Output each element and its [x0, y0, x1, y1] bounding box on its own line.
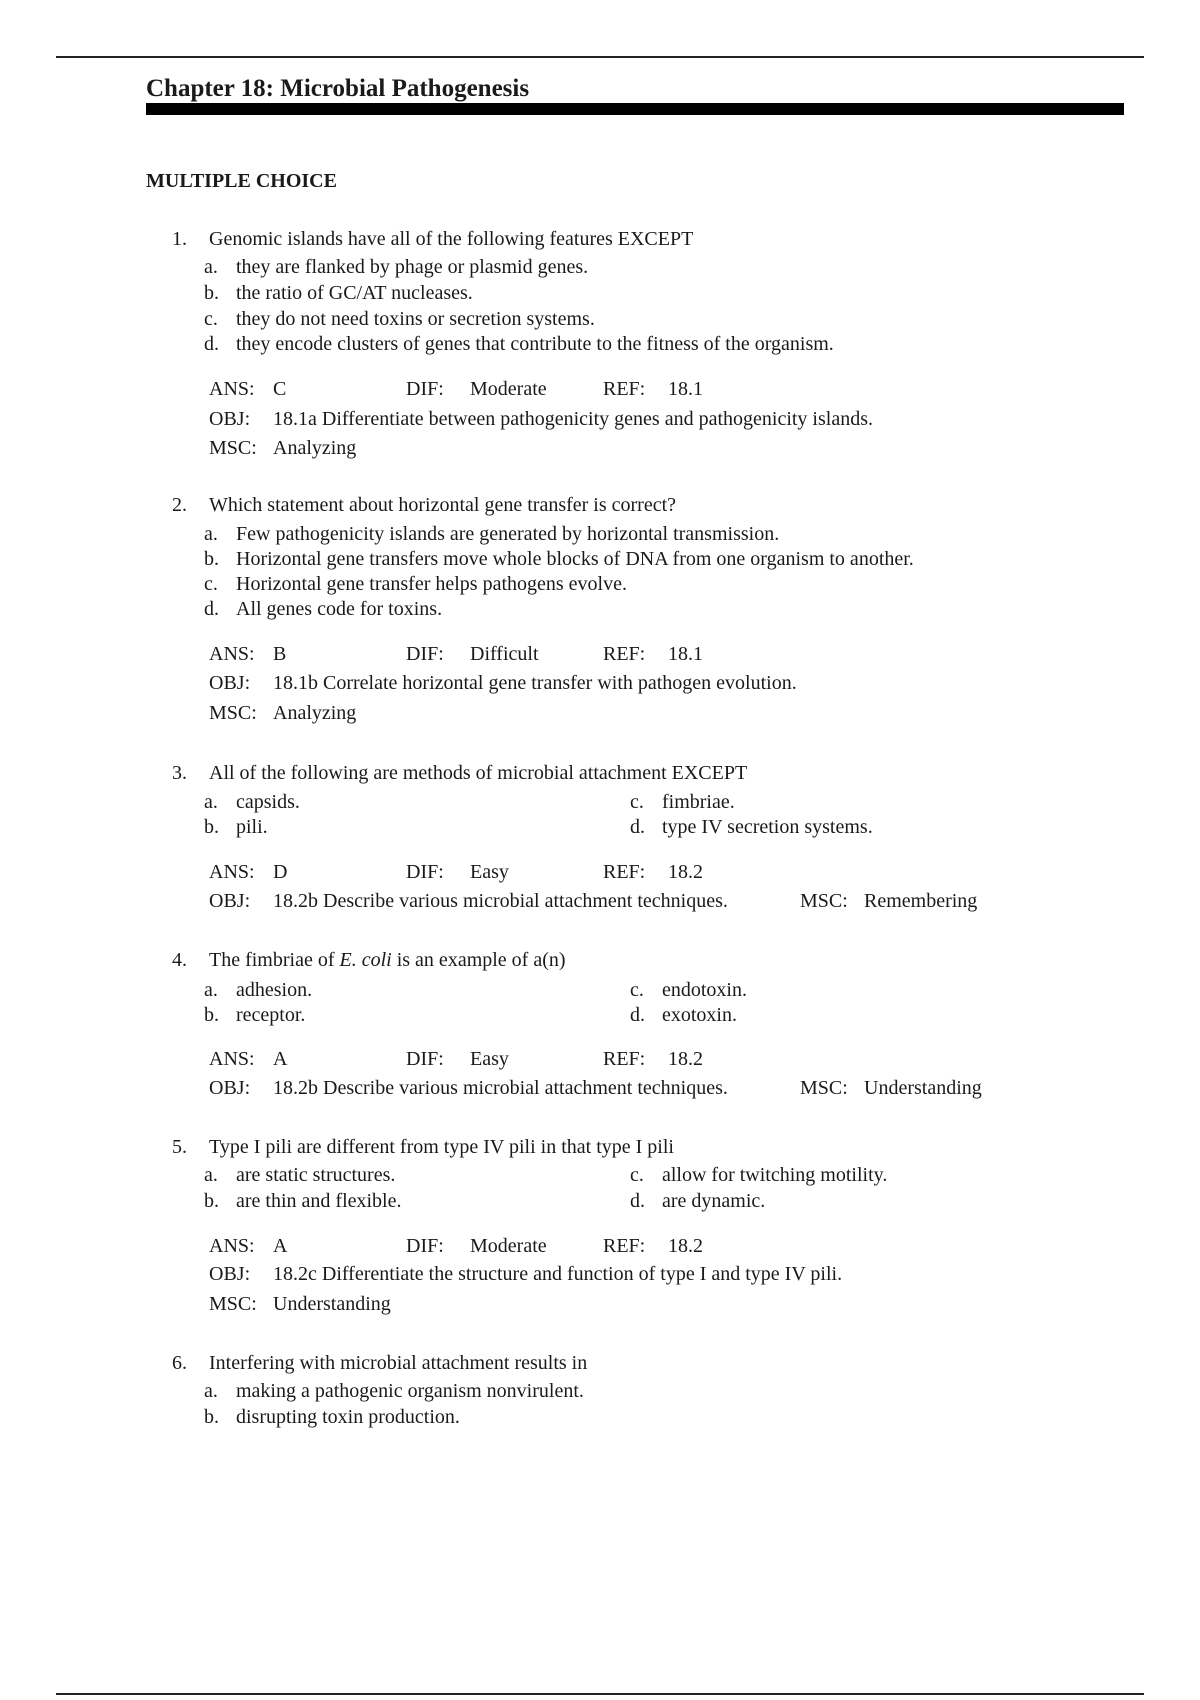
objective-value: 18.1a Differentiate between pathogenicity genes and pathogenicity islands.	[273, 408, 873, 430]
section-heading: MULTIPLE CHOICE	[146, 170, 337, 192]
msc-value: Analyzing	[273, 437, 357, 459]
organism-name: E. coli	[339, 949, 392, 971]
question-number: 1.	[172, 228, 187, 250]
answer-value: B	[273, 643, 287, 665]
answer-value: C	[273, 378, 287, 400]
reference-value: 18.2	[668, 861, 703, 883]
reference-value: 18.2	[668, 1048, 703, 1070]
question-number: 5.	[172, 1136, 187, 1158]
question-text: Genomic islands have all of the following features EXCEPT	[209, 228, 694, 250]
question-number: 6.	[172, 1352, 187, 1374]
msc-value: Analyzing	[273, 702, 357, 724]
difficulty-value: Moderate	[470, 1235, 547, 1257]
title-underline-bar	[146, 103, 1124, 115]
question-number: 4.	[172, 949, 187, 971]
objective-value: 18.1b Correlate horizontal gene transfer with pathogen evolution.	[273, 672, 797, 694]
msc-value: Understanding	[864, 1077, 982, 1099]
answer-value: A	[273, 1235, 288, 1257]
objective-value: 18.2b Describe various microbial attachment techniques.	[273, 1077, 728, 1099]
reference-value: 18.2	[668, 1235, 703, 1257]
difficulty-value: Easy	[470, 1048, 509, 1070]
bottom-rule	[56, 1693, 1144, 1695]
top-rule	[56, 56, 1144, 58]
question-text: Which statement about horizontal gene transfer is correct?	[209, 494, 677, 516]
msc-value: Remembering	[864, 890, 978, 912]
question-text: All of the following are methods of microbial attachment EXCEPT	[209, 762, 748, 784]
answer-value: A	[273, 1048, 288, 1070]
answer-value: D	[273, 861, 288, 883]
reference-value: 18.1	[668, 378, 703, 400]
question-text: Interfering with microbial attachment results in	[209, 1352, 588, 1374]
objective-value: 18.2b Describe various microbial attachment techniques.	[273, 890, 728, 912]
reference-value: 18.1	[668, 643, 703, 665]
objective-value: 18.2c Differentiate the structure and function of type I and type IV pili.	[273, 1263, 843, 1285]
difficulty-value: Moderate	[470, 378, 547, 400]
chapter-title: Chapter 18: Microbial Pathogenesis	[146, 75, 530, 102]
question-text: Type I pili are different from type IV pili in that type I pili	[209, 1136, 674, 1158]
question-number: 2.	[172, 494, 187, 516]
difficulty-value: Difficult	[470, 643, 539, 665]
question-text: The fimbriae of E. coli is an example of a(n)	[209, 949, 566, 971]
difficulty-value: Easy	[470, 861, 509, 883]
msc-value: Understanding	[273, 1293, 391, 1315]
question-number: 3.	[172, 762, 187, 784]
